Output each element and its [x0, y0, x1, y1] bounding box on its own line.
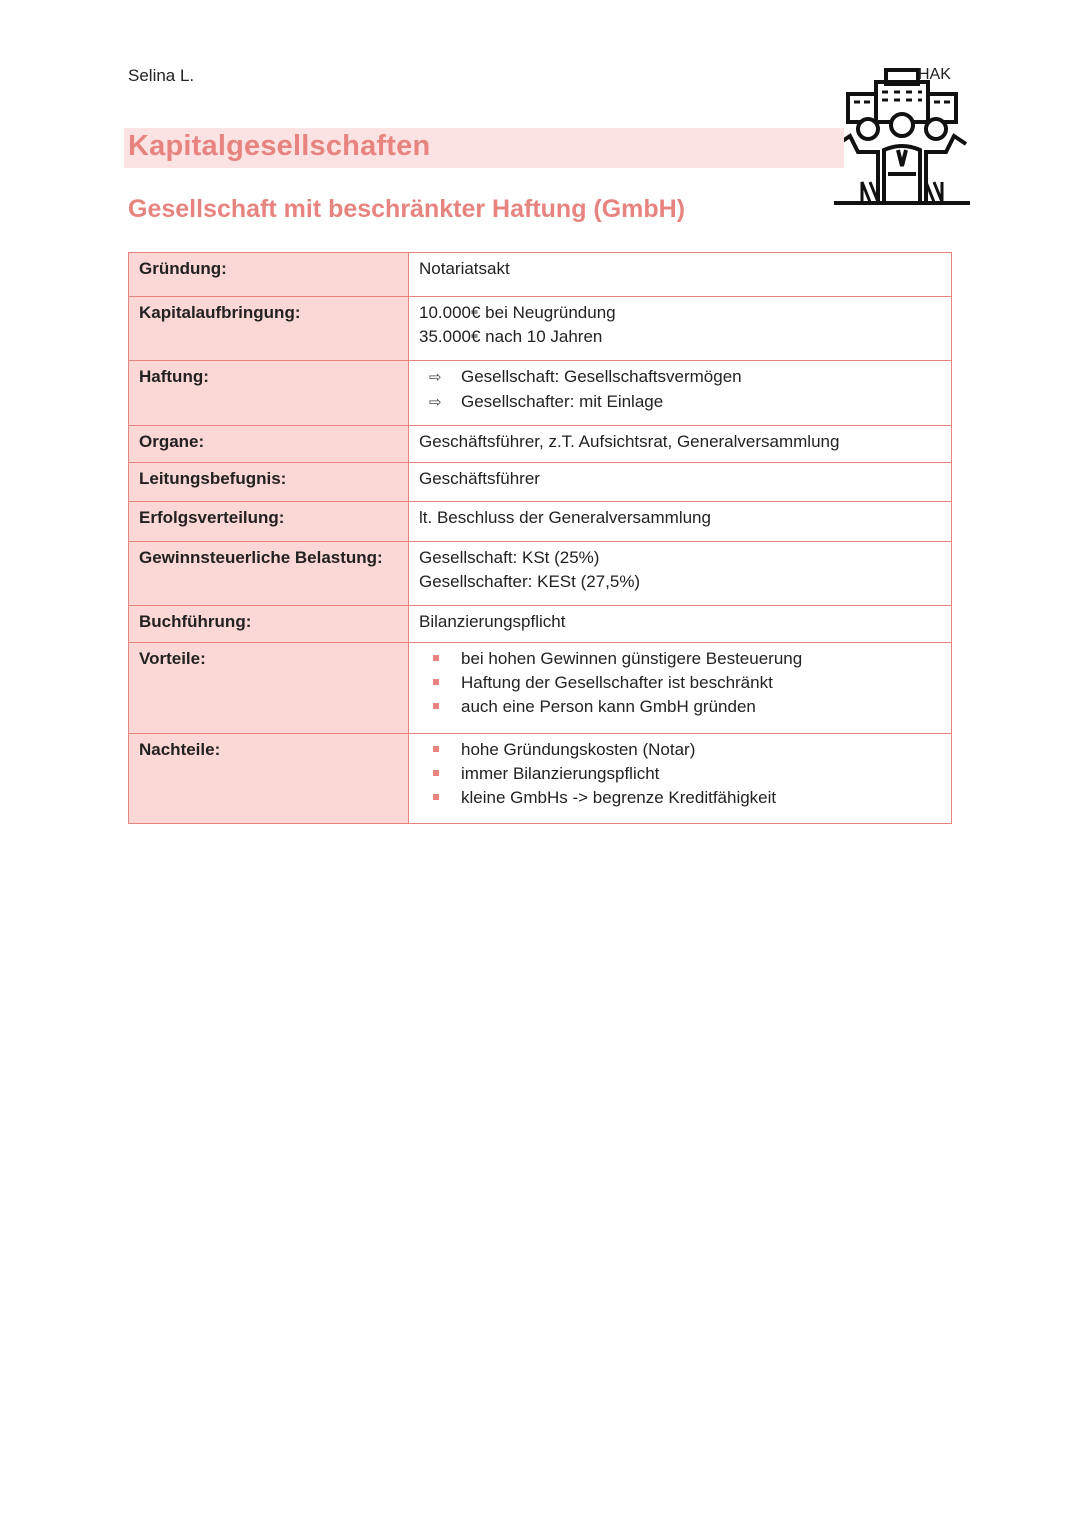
square-bullet-icon — [433, 679, 439, 685]
row-label: Haftung: — [129, 361, 409, 426]
arrow-item: ⇨ Gesellschaft: Gesellschaftsvermögen — [419, 365, 951, 390]
row-label: Erfolgsverteilung: — [129, 502, 409, 542]
arrow-item: ⇨ Gesellschafter: mit Einlage — [419, 390, 951, 415]
row-value — [409, 542, 952, 606]
author-name: Selina L. — [128, 66, 195, 85]
row-label: Buchführung: — [129, 606, 409, 643]
value-line: 35.000€ nach 10 Jahren — [419, 327, 603, 346]
row-label: Leitungsbefugnis: — [129, 463, 409, 502]
table-row — [129, 426, 952, 463]
row-label: Vorteile: — [129, 643, 409, 734]
value-line: Gesellschafter: KESt (27,5%) — [419, 572, 641, 591]
arrow-right-icon: ⇨ — [429, 394, 442, 411]
row-value — [409, 734, 952, 824]
row-value — [409, 606, 952, 643]
row-label: Gründung: — [129, 253, 409, 297]
value-line: Gesellschaft: KSt (25%) — [419, 548, 600, 567]
value-line: Geschäftsführer — [419, 469, 540, 488]
table-row — [129, 542, 952, 606]
row-value — [409, 361, 952, 426]
square-bullet-icon — [433, 794, 439, 800]
value-line: Bilanzierungspflicht — [419, 612, 566, 631]
square-bullet-icon — [433, 655, 439, 661]
bullet-item: Haftung der Gesellschafter ist beschränkt — [419, 671, 951, 695]
table-row — [129, 361, 952, 426]
value-line: 10.000€ bei Neugründung — [419, 303, 616, 322]
bullet-item: immer Bilanzierungspflicht — [419, 762, 951, 786]
bullet-item: bei hohen Gewinnen günstigere Besteuerung — [419, 647, 951, 671]
value-line: Geschäftsführer, z.T. Aufsichtsrat, Generalversammlung — [419, 432, 840, 451]
table-row — [129, 734, 952, 824]
table-row — [129, 643, 952, 734]
square-bullet-icon — [433, 703, 439, 709]
square-bullet-icon — [433, 770, 439, 776]
bullet-item: auch eine Person kann GmbH gründen — [419, 695, 951, 719]
row-value — [409, 253, 952, 297]
row-label: Gewinnsteuerliche Belastung: — [129, 542, 409, 606]
row-label: Kapitalaufbringung: — [129, 297, 409, 361]
value-line: lt. Beschluss der Generalversammlung — [419, 508, 711, 527]
row-label: Organe: — [129, 426, 409, 463]
arrow-right-icon: ⇨ — [429, 369, 442, 386]
row-value — [409, 426, 952, 463]
row-value — [409, 297, 952, 361]
value-line: Notariatsakt — [419, 259, 510, 278]
table-row — [129, 502, 952, 542]
gmbh-info-table — [128, 252, 952, 824]
page-title: Kapitalgesellschaften — [128, 130, 431, 162]
table-row — [129, 297, 952, 361]
row-value — [409, 643, 952, 734]
page-subtitle: Gesellschaft mit beschränkter Haftung (GmbH) — [128, 195, 686, 223]
row-label: Nachteile: — [129, 734, 409, 824]
school-label: HAK — [918, 66, 951, 83]
row-value — [409, 502, 952, 542]
table-row — [129, 253, 952, 297]
office-team-icon — [832, 66, 972, 208]
bullet-item: hohe Gründungskosten (Notar) — [419, 738, 951, 762]
table-row — [129, 463, 952, 502]
row-value — [409, 463, 952, 502]
bullet-item: kleine GmbHs -> begrenze Kreditfähigkeit — [419, 786, 951, 810]
square-bullet-icon — [433, 746, 439, 752]
table-row — [129, 606, 952, 643]
